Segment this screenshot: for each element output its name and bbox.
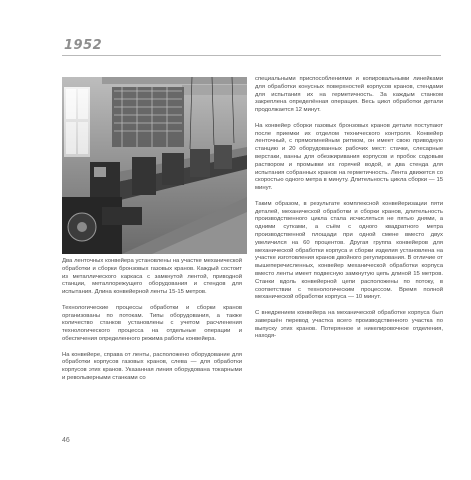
factory-conveyor-photo (62, 77, 247, 254)
page-number: 46 (62, 437, 70, 444)
year-heading: 1952 (64, 38, 103, 53)
header-rule (62, 55, 441, 56)
left-paragraph: Два ленточных конвейера установлены на участке механической обработки и сборки бронзовых газовых кранов. Каждый состоит из металлического каркаса с замкнутой лентой, приводной станции, металлорежущего оборудования и стендов для испытания. Длина конвейерной ленты 15-15 метров. (62, 258, 242, 296)
right-text-column (255, 76, 443, 349)
right-paragraph: На конвейер сборки газовых бронзовых кранов детали поступают после приемки их отделом технического контроля. Конвейер ленточный, с прямолинейным ритмом, он имеет свою приводную станцию и 20 оборудованных рабочих мест: стачки, слесарные верстаки, ванны для обезжиривания корпусов и пробок содовым раствором и промывки их горячей водой, и два стенда для испытания собранных кранов на герметичность. Лента движется со скоростью одного метра в минуту. Длительность цикла сборки — 15 минут. (255, 122, 443, 192)
right-paragraph: Таким образом, в результате комплексной конвейеризации пяти деталей, механической обработки и сборки кранов, длительность производственного цикла стала исчисляться не пятью днями, а одними сутками, а съём с одного квадратного метра производственной площади при одной смене вместо двух увеличился на 60 процентов. Другая группа конвейеров для механической обработки корпуса и сборки изделия установлена на участке изготовления кранов двойного регулирования. В отличие от вышеперечисленных, конвейер механической обработки корпуса вместо ленты имеет подвесную замкнутую цепь длиной 15 метров. Станки вдоль конвейерной цепи расположены по потоку, в соответствии с технологическим процессом. Время полной механической обработки корпуса — 10 минут. (255, 200, 443, 301)
right-paragraph: специальными приспособлениями и копировальными линейками для обработки конусных поверхностей корпусов кранов, стендами для испытания их на герметичность. За каждым станком закреплена определённая операция. Весь цикл обработки детали продолжается 12 минут. (255, 76, 443, 114)
left-text-column (62, 258, 242, 391)
left-paragraph: Технологические процессы обработки и сборки кранов организованы по потокам. Типы оборудования, а также количество станков установлены с учетом расчленения технологического процесса на отдельные операции и обеспечения определенного режима работы конвейера. (62, 304, 242, 342)
right-paragraph: С внедрением конвейера на механической обработке корпуса был завершён перевод участка всего производственного участка по выпуску этих кранов. Потерянное и никелировочное отделения, находя- (255, 309, 443, 340)
left-paragraph: На конвейере, справа от ленты, расположено оборудование для обработки корпусов газовых кранов, слева — для обработки корпусов этих кранов. Указанная линия оборудована токарными и револьверными станками со (62, 351, 242, 381)
